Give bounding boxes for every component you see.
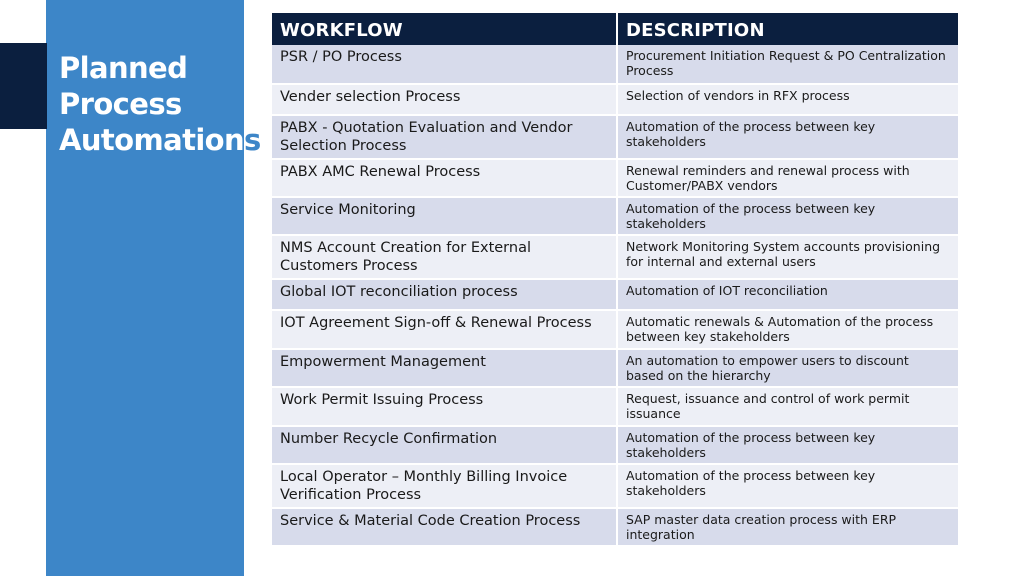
description-cell: Automatic renewals & Automation of the process between key stakeholders	[617, 310, 958, 349]
description-cell: Automation of IOT reconciliation	[617, 279, 958, 310]
side-accent-tab	[0, 43, 47, 129]
workflow-cell: Empowerment Management	[272, 349, 617, 387]
table-row	[272, 387, 958, 426]
workflow-cell: Number Recycle Confirmation	[272, 426, 617, 464]
slide-title-line-2: Process	[59, 87, 182, 121]
description-cell: Automation of the process between key stakeholders	[617, 115, 958, 159]
table-row	[272, 279, 958, 310]
workflow-cell: Vender selection Process	[272, 84, 617, 115]
workflow-cell: Service & Material Code Creation Process	[272, 508, 617, 546]
workflow-cell: NMS Account Creation for External Customers Process	[272, 235, 617, 279]
workflow-cell: Work Permit Issuing Process	[272, 387, 617, 426]
table-row	[272, 426, 958, 464]
description-cell: Renewal reminders and renewal process with Customer/PABX vendors	[617, 159, 958, 197]
table-row	[272, 235, 958, 279]
slide-title-overflow-letter: s	[244, 123, 261, 157]
workflow-cell: Service Monitoring	[272, 197, 617, 235]
slide-title	[59, 50, 289, 158]
description-cell: An automation to empower users to discount based on the hierarchy	[617, 349, 958, 387]
description-cell: Network Monitoring System accounts provisioning for internal and external users	[617, 235, 958, 279]
table-row	[272, 464, 958, 508]
description-cell: Request, issuance and control of work permit issuance	[617, 387, 958, 426]
table-row	[272, 508, 958, 546]
workflow-cell: Global IOT reconciliation process	[272, 279, 617, 310]
description-cell: Automation of the process between key stakeholders	[617, 464, 958, 508]
table-row	[272, 115, 958, 159]
workflow-cell: PSR / PO Process	[272, 45, 617, 84]
workflow-cell: PABX AMC Renewal Process	[272, 159, 617, 197]
table-row	[272, 349, 958, 387]
description-cell: Automation of the process between key stakeholders	[617, 197, 958, 235]
description-cell: Selection of vendors in RFX process	[617, 84, 958, 115]
table-body	[272, 45, 958, 546]
table-row	[272, 84, 958, 115]
table-header-row	[272, 13, 958, 45]
workflow-cell: Local Operator – Monthly Billing Invoice Verification Process	[272, 464, 617, 508]
workflow-cell: PABX - Quotation Evaluation and Vendor Selection Process	[272, 115, 617, 159]
workflow-table	[272, 13, 958, 547]
header-description: DESCRIPTION	[617, 13, 958, 45]
workflow-cell: IOT Agreement Sign-off & Renewal Process	[272, 310, 617, 349]
description-cell: Procurement Initiation Request & PO Centralization Process	[617, 45, 958, 84]
description-cell: Automation of the process between key stakeholders	[617, 426, 958, 464]
table-row	[272, 197, 958, 235]
slide-title-line-3: Automations	[59, 123, 261, 157]
table-row	[272, 310, 958, 349]
slide-title-line-1: Planned	[59, 51, 188, 85]
header-workflow: WORKFLOW	[272, 13, 617, 45]
table-row	[272, 159, 958, 197]
description-cell: SAP master data creation process with ERP integration	[617, 508, 958, 546]
workflow-table-container	[272, 13, 958, 547]
table-row	[272, 45, 958, 84]
